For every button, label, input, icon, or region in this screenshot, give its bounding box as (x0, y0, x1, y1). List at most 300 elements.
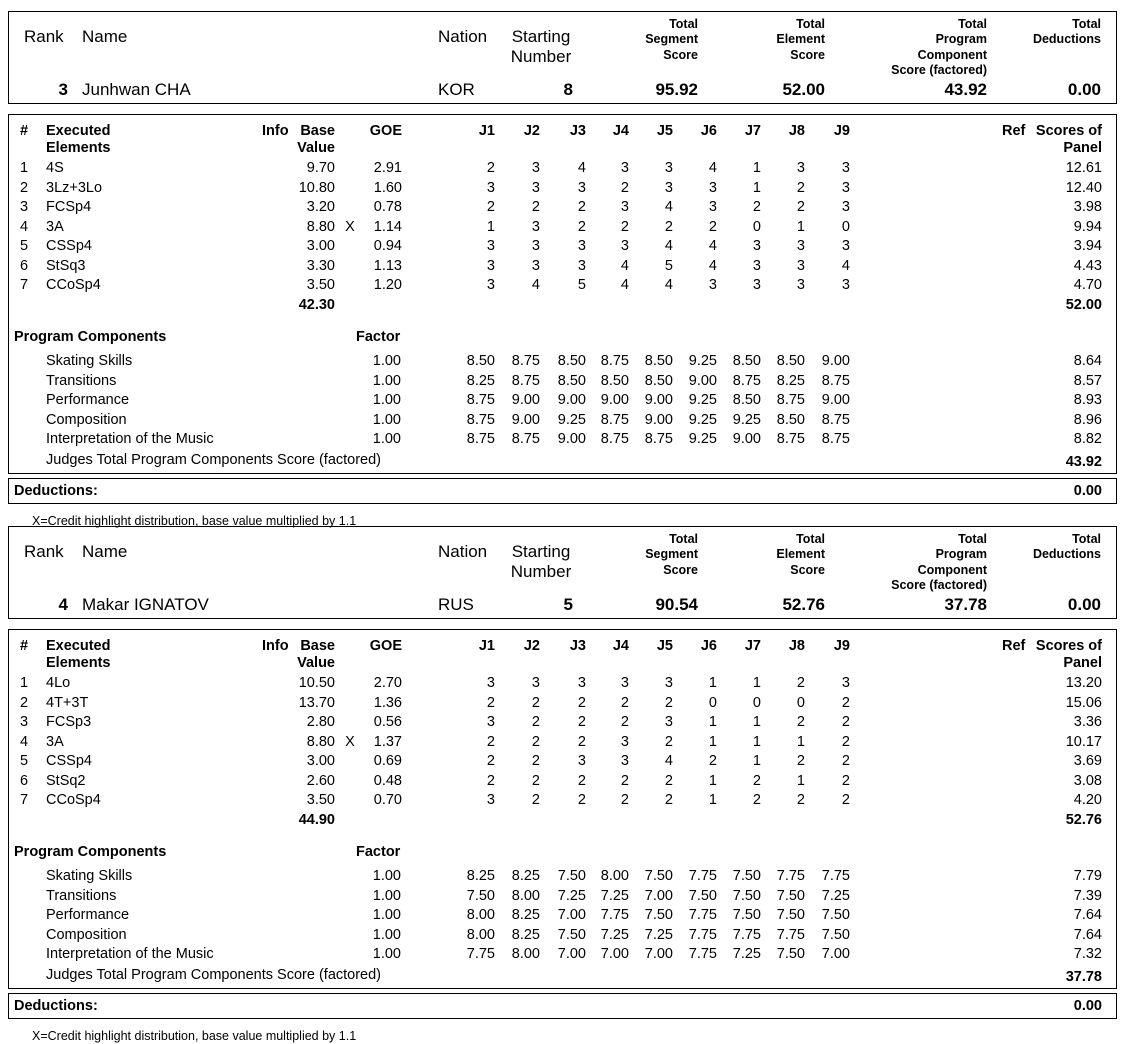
element-judge-score: 3 (841, 179, 850, 196)
element-judge-score: 2 (577, 772, 586, 789)
component-judge-score: 9.00 (732, 431, 761, 447)
element-judge-score: 3 (664, 160, 673, 176)
element-name: CCoSp4 (46, 277, 101, 293)
element-base-value: 10.50 (298, 675, 335, 691)
tss-label-3: Score (663, 48, 698, 62)
element-judge-score: 4 (664, 199, 673, 215)
component-judge-score: 7.50 (776, 946, 805, 962)
tss-label-1: Total (669, 17, 698, 31)
element-judge-score: 2 (577, 199, 586, 215)
rank-value: 4 (58, 595, 68, 614)
element-judge-score: 2 (577, 792, 586, 808)
component-judge-score: 8.25 (466, 868, 495, 884)
element-judge-score: 5 (577, 277, 586, 293)
element-panel-score: 9.94 (1073, 218, 1102, 235)
element-goe: 1.37 (373, 733, 402, 750)
pcs-label-1: Total (958, 17, 987, 31)
element-goe: 0.78 (373, 199, 402, 215)
element-number: 2 (20, 179, 29, 196)
component-judge-score: 8.75 (821, 372, 850, 389)
element-judge-score: 2 (841, 714, 850, 730)
element-judge-score: 2 (664, 733, 673, 750)
col-judge: J8 (788, 638, 805, 654)
element-judge-score: 3 (531, 257, 540, 274)
pcs-label-2: Program (935, 32, 987, 46)
element-judge-score: 3 (486, 714, 495, 730)
element-judge-score: 1 (796, 772, 805, 789)
component-judge-score: 8.75 (776, 392, 805, 408)
component-judge-score: 7.00 (644, 887, 673, 904)
element-judge-score: 2 (486, 753, 495, 769)
deductions-box (8, 993, 1117, 1019)
component-judge-score: 7.25 (600, 887, 629, 904)
component-judge-score: 7.00 (600, 946, 629, 962)
component-judge-score: 7.50 (821, 926, 850, 943)
element-judge-score: 2 (531, 199, 540, 215)
component-judge-score: 8.00 (511, 887, 540, 904)
component-judge-score: 9.00 (821, 392, 850, 408)
component-name: Interpretation of the Music (46, 946, 214, 962)
component-factor: 1.00 (372, 946, 401, 962)
element-judge-score: 2 (796, 792, 805, 808)
element-name: 3Lz+3Lo (46, 179, 103, 196)
element-judge-score: 4 (620, 257, 629, 274)
element-panel-score: 3.98 (1073, 199, 1102, 215)
element-judge-score: 2 (531, 772, 540, 789)
component-judge-score: 8.50 (776, 411, 805, 428)
element-judge-score: 3 (486, 675, 495, 691)
component-judge-score: 7.75 (776, 926, 805, 943)
tss-label-1: Total (669, 532, 698, 546)
element-judge-score: 2 (531, 753, 540, 769)
component-judge-score: 9.25 (557, 411, 586, 428)
component-panel-score: 8.96 (1073, 411, 1102, 428)
component-judge-score: 8.75 (600, 353, 629, 369)
component-name: Composition (46, 926, 127, 943)
component-name: Composition (46, 411, 127, 428)
component-judge-score: 7.75 (600, 907, 629, 923)
element-judge-score: 3 (531, 179, 540, 196)
component-judge-score: 8.75 (821, 431, 850, 447)
element-judge-score: 3 (620, 753, 629, 769)
element-base-value: 3.00 (306, 238, 335, 254)
element-judge-score: 3 (664, 675, 673, 691)
element-judge-score: 3 (752, 238, 761, 254)
element-goe: 0.56 (373, 714, 402, 730)
component-factor: 1.00 (372, 431, 401, 447)
element-base-value: 3.50 (306, 277, 335, 293)
component-judge-score: 8.75 (600, 411, 629, 428)
element-judge-score: 2 (708, 753, 717, 769)
element-judge-score: 2 (664, 694, 673, 711)
component-judge-score: 9.00 (511, 411, 540, 428)
component-name: Transitions (46, 372, 117, 389)
col-judge: J4 (612, 638, 629, 654)
element-base-value: 3.30 (306, 257, 335, 274)
element-base-value: 2.80 (306, 714, 335, 730)
element-judge-score: 2 (708, 218, 717, 235)
tes-value: 52.00 (782, 80, 825, 99)
element-judge-score: 2 (486, 199, 495, 215)
components-score-total: 37.78 (1065, 968, 1102, 985)
name-label: Name (82, 27, 128, 46)
deductions-total: 0.00 (1073, 483, 1102, 499)
component-judge-score: 7.50 (732, 907, 761, 923)
element-judge-score: 2 (620, 714, 629, 730)
element-judge-score: 1 (708, 675, 717, 691)
component-judge-score: 7.25 (557, 887, 586, 904)
col-judge: J7 (744, 638, 761, 654)
element-panel-score: 4.20 (1073, 792, 1102, 808)
component-judge-score: 8.50 (732, 392, 761, 408)
program-components-label: Program Components (14, 844, 167, 860)
component-judge-score: 8.50 (557, 372, 586, 389)
element-judge-score: 3 (708, 199, 717, 215)
component-factor: 1.00 (372, 887, 401, 904)
element-number: 5 (20, 238, 29, 254)
component-panel-score: 7.64 (1073, 907, 1102, 923)
elements-score-total: 52.76 (1065, 811, 1102, 828)
element-panel-score: 3.36 (1073, 714, 1102, 730)
element-judge-score: 3 (841, 238, 850, 254)
element-judge-score: 4 (708, 257, 717, 274)
footnote: X=Credit highlight distribution, base value multiplied by 1.1 (32, 1029, 357, 1043)
element-number: 2 (20, 694, 29, 711)
component-judge-score: 9.25 (688, 411, 717, 428)
element-base-value: 8.80 (306, 733, 335, 750)
element-judge-score: 2 (841, 772, 850, 789)
element-judge-score: 3 (531, 160, 540, 176)
element-base-value: 13.70 (298, 694, 335, 711)
component-judge-score: 7.00 (821, 946, 850, 962)
tes-label-3: Score (790, 48, 825, 62)
elements-score-total: 52.00 (1065, 296, 1102, 313)
component-judge-score: 7.50 (776, 907, 805, 923)
element-base-value: 3.00 (306, 753, 335, 769)
element-judge-score: 2 (531, 714, 540, 730)
pcs-label-2: Program (935, 547, 987, 561)
element-judge-score: 1 (708, 714, 717, 730)
component-panel-score: 8.93 (1073, 392, 1102, 408)
element-goe: 1.36 (373, 694, 402, 711)
element-judge-score: 3 (708, 179, 717, 196)
component-panel-score: 8.82 (1073, 431, 1102, 447)
element-goe: 0.70 (373, 792, 402, 808)
element-judge-score: 4 (620, 277, 629, 293)
component-judge-score: 8.00 (511, 946, 540, 962)
element-judge-score: 3 (531, 238, 540, 254)
element-number: 1 (20, 675, 29, 691)
element-judge-score: 2 (796, 675, 805, 691)
element-base-value: 3.50 (306, 792, 335, 808)
component-judge-score: 7.75 (821, 868, 850, 884)
element-judge-score: 1 (752, 714, 761, 730)
deductions-value: 0.00 (1067, 80, 1101, 99)
element-judge-score: 3 (577, 238, 586, 254)
element-judge-score: 2 (486, 160, 495, 176)
component-judge-score: 7.00 (644, 946, 673, 962)
col-base-1: Base (300, 123, 335, 139)
element-judge-score: 2 (796, 199, 805, 215)
col-info: Info (262, 638, 289, 654)
col-elements-2: Elements (46, 140, 111, 156)
element-judge-score: 1 (752, 753, 761, 769)
component-name: Skating Skills (46, 353, 133, 369)
element-base-value: 10.80 (298, 179, 335, 196)
element-judge-score: 3 (796, 238, 805, 254)
element-number: 3 (20, 714, 29, 730)
element-judge-score: 3 (486, 257, 495, 274)
element-judge-score: 3 (752, 277, 761, 293)
component-judge-score: 7.75 (688, 926, 717, 943)
number-label: Number (510, 47, 572, 66)
col-num: # (20, 123, 29, 139)
component-judge-score: 8.50 (466, 353, 495, 369)
component-judge-score: 7.50 (688, 887, 717, 904)
col-judge: J4 (612, 123, 629, 139)
col-scores-1: Scores of (1035, 123, 1102, 139)
component-factor: 1.00 (372, 411, 401, 428)
component-judge-score: 9.00 (821, 353, 850, 369)
element-number: 4 (20, 218, 29, 235)
element-panel-score: 12.40 (1065, 179, 1102, 196)
element-judge-score: 3 (620, 160, 629, 176)
component-judge-score: 7.50 (644, 868, 673, 884)
component-judge-score: 8.75 (732, 372, 761, 389)
element-goe: 0.48 (373, 772, 402, 789)
element-judge-score: 3 (577, 257, 586, 274)
element-judge-score: 2 (531, 792, 540, 808)
element-judge-score: 2 (486, 772, 495, 789)
element-judge-score: 1 (708, 772, 717, 789)
element-number: 4 (20, 733, 29, 750)
component-judge-score: 7.50 (821, 907, 850, 923)
col-ref: Ref (1002, 123, 1026, 139)
component-judge-score: 9.00 (644, 411, 673, 428)
col-judge: J6 (700, 638, 717, 654)
col-judge: J7 (744, 123, 761, 139)
tss-label-2: Segment (645, 32, 698, 46)
col-judge: J6 (700, 123, 717, 139)
element-judge-score: 2 (796, 714, 805, 730)
judges-total-label: Judges Total Program Components Score (factored) (46, 966, 382, 983)
component-judge-score: 8.25 (511, 868, 540, 884)
element-name: CCoSp4 (46, 792, 101, 808)
judges-total-label: Judges Total Program Components Score (factored) (46, 451, 382, 468)
element-judge-score: 2 (796, 753, 805, 769)
element-judge-score: 1 (752, 675, 761, 691)
component-panel-score: 7.79 (1073, 868, 1102, 884)
element-goe: 0.94 (373, 238, 402, 254)
ded-label-2: Deductions (1032, 547, 1101, 561)
component-judge-score: 7.25 (821, 887, 850, 904)
component-judge-score: 7.50 (776, 887, 805, 904)
element-judge-score: 4 (841, 257, 850, 274)
element-base-value: 8.80 (306, 218, 335, 235)
name-label: Name (82, 542, 128, 561)
col-scores-2: Panel (1063, 655, 1102, 671)
element-goe: 1.14 (373, 218, 402, 235)
element-judge-score: 3 (577, 753, 586, 769)
col-elements-2: Elements (46, 655, 111, 671)
component-judge-score: 9.00 (557, 392, 586, 408)
col-judge: J2 (523, 638, 540, 654)
component-judge-score: 8.50 (644, 353, 673, 369)
skater-name: Junhwan CHA (82, 80, 191, 99)
component-judge-score: 8.75 (511, 353, 540, 369)
component-judge-score: 8.00 (466, 926, 495, 943)
element-name: FCSp4 (46, 199, 92, 215)
component-name: Transitions (46, 887, 117, 904)
component-judge-score: 8.75 (466, 392, 495, 408)
component-judge-score: 8.75 (511, 372, 540, 389)
component-judge-score: 9.00 (600, 392, 629, 408)
element-judge-score: 2 (577, 694, 586, 711)
tes-label-1: Total (796, 17, 825, 31)
pcs-label-1: Total (958, 532, 987, 546)
element-judge-score: 2 (620, 179, 629, 196)
component-judge-score: 8.50 (776, 353, 805, 369)
nation-value: RUS (438, 595, 474, 614)
skater-name: Makar IGNATOV (82, 595, 209, 614)
element-judge-score: 0 (752, 694, 761, 711)
element-judge-score: 5 (664, 257, 673, 274)
element-info: X (345, 733, 355, 750)
element-judge-score: 2 (664, 792, 673, 808)
element-judge-score: 2 (577, 218, 586, 235)
component-judge-score: 8.75 (644, 431, 673, 447)
element-judge-score: 2 (620, 218, 629, 235)
component-judge-score: 8.25 (776, 372, 805, 389)
component-judge-score: 7.25 (600, 926, 629, 943)
starting-number-value: 5 (563, 595, 573, 614)
component-judge-score: 8.75 (466, 431, 495, 447)
component-judge-score: 8.25 (511, 926, 540, 943)
pcs-label-3: Component (917, 563, 987, 577)
element-name: 4T+3T (46, 694, 89, 711)
element-judge-score: 3 (620, 199, 629, 215)
component-judge-score: 7.75 (732, 926, 761, 943)
component-judge-score: 7.25 (644, 926, 673, 943)
element-info: X (345, 218, 355, 235)
element-number: 3 (20, 199, 29, 215)
element-judge-score: 3 (752, 257, 761, 274)
col-goe: GOE (369, 638, 402, 654)
component-judge-score: 7.50 (466, 887, 495, 904)
tss-value: 90.54 (655, 595, 698, 614)
element-judge-score: 2 (752, 792, 761, 808)
ded-label-2: Deductions (1032, 32, 1101, 46)
component-judge-score: 8.75 (600, 431, 629, 447)
col-judge: J1 (478, 638, 495, 654)
pcs-value: 37.78 (944, 595, 987, 614)
tss-label-2: Segment (645, 547, 698, 561)
element-judge-score: 3 (620, 675, 629, 691)
component-judge-score: 9.00 (511, 392, 540, 408)
element-name: CSSp4 (46, 238, 92, 254)
element-judge-score: 4 (577, 160, 586, 176)
pcs-label-4: Score (factored) (891, 63, 987, 77)
component-judge-score: 9.00 (644, 392, 673, 408)
element-judge-score: 3 (841, 277, 850, 293)
element-number: 6 (20, 772, 29, 789)
element-panel-score: 4.70 (1073, 277, 1102, 293)
element-goe: 1.20 (373, 277, 402, 293)
element-judge-score: 2 (577, 733, 586, 750)
component-judge-score: 8.25 (511, 907, 540, 923)
element-judge-score: 4 (531, 277, 540, 293)
component-judge-score: 8.75 (511, 431, 540, 447)
starting-label: Starting (511, 542, 571, 561)
component-judge-score: 9.00 (688, 372, 717, 389)
component-factor: 1.00 (372, 392, 401, 408)
component-judge-score: 7.50 (644, 907, 673, 923)
element-judge-score: 3 (664, 179, 673, 196)
element-goe: 1.60 (373, 179, 402, 196)
component-judge-score: 9.25 (688, 392, 717, 408)
element-judge-score: 1 (708, 792, 717, 808)
element-judge-score: 2 (620, 694, 629, 711)
element-number: 7 (20, 792, 29, 808)
ded-label-1: Total (1072, 17, 1101, 31)
component-judge-score: 7.50 (557, 868, 586, 884)
col-scores-2: Panel (1063, 140, 1102, 156)
element-judge-score: 2 (577, 714, 586, 730)
components-score-total: 43.92 (1065, 453, 1102, 470)
element-judge-score: 3 (486, 179, 495, 196)
program-components-label: Program Components (14, 329, 167, 345)
col-judge: J8 (788, 123, 805, 139)
component-judge-score: 8.50 (644, 372, 673, 389)
element-judge-score: 3 (841, 675, 850, 691)
element-name: 3A (46, 733, 64, 750)
pcs-label-4: Score (factored) (891, 578, 987, 592)
factor-label: Factor (356, 844, 401, 860)
element-number: 5 (20, 753, 29, 769)
element-judge-score: 1 (708, 733, 717, 750)
component-judge-score: 8.00 (466, 907, 495, 923)
col-elements-1: Executed (46, 638, 111, 654)
starting-number-value: 8 (563, 80, 573, 99)
nation-value: KOR (438, 80, 475, 99)
component-name: Performance (46, 392, 130, 408)
deductions-label: Deductions: (14, 998, 98, 1014)
component-factor: 1.00 (372, 907, 401, 923)
element-judge-score: 3 (486, 277, 495, 293)
element-judge-score: 1 (796, 733, 805, 750)
deductions-label: Deductions: (14, 483, 98, 499)
rank-value: 3 (58, 80, 68, 99)
element-judge-score: 3 (796, 160, 805, 176)
element-name: FCSp3 (46, 714, 92, 730)
component-judge-score: 8.50 (600, 372, 629, 389)
element-judge-score: 4 (664, 753, 673, 769)
element-judge-score: 3 (708, 277, 717, 293)
component-judge-score: 9.25 (688, 431, 717, 447)
element-number: 7 (20, 277, 29, 293)
component-judge-score: 7.75 (776, 868, 805, 884)
element-judge-score: 1 (752, 179, 761, 196)
component-factor: 1.00 (372, 372, 401, 389)
component-judge-score: 7.75 (688, 907, 717, 923)
element-name: StSq2 (46, 772, 86, 789)
nation-label: Nation (438, 542, 488, 561)
component-factor: 1.00 (372, 868, 401, 884)
element-judge-score: 3 (531, 675, 540, 691)
component-panel-score: 7.32 (1073, 946, 1102, 962)
col-judge: J9 (833, 638, 850, 654)
component-judge-score: 7.75 (688, 868, 717, 884)
